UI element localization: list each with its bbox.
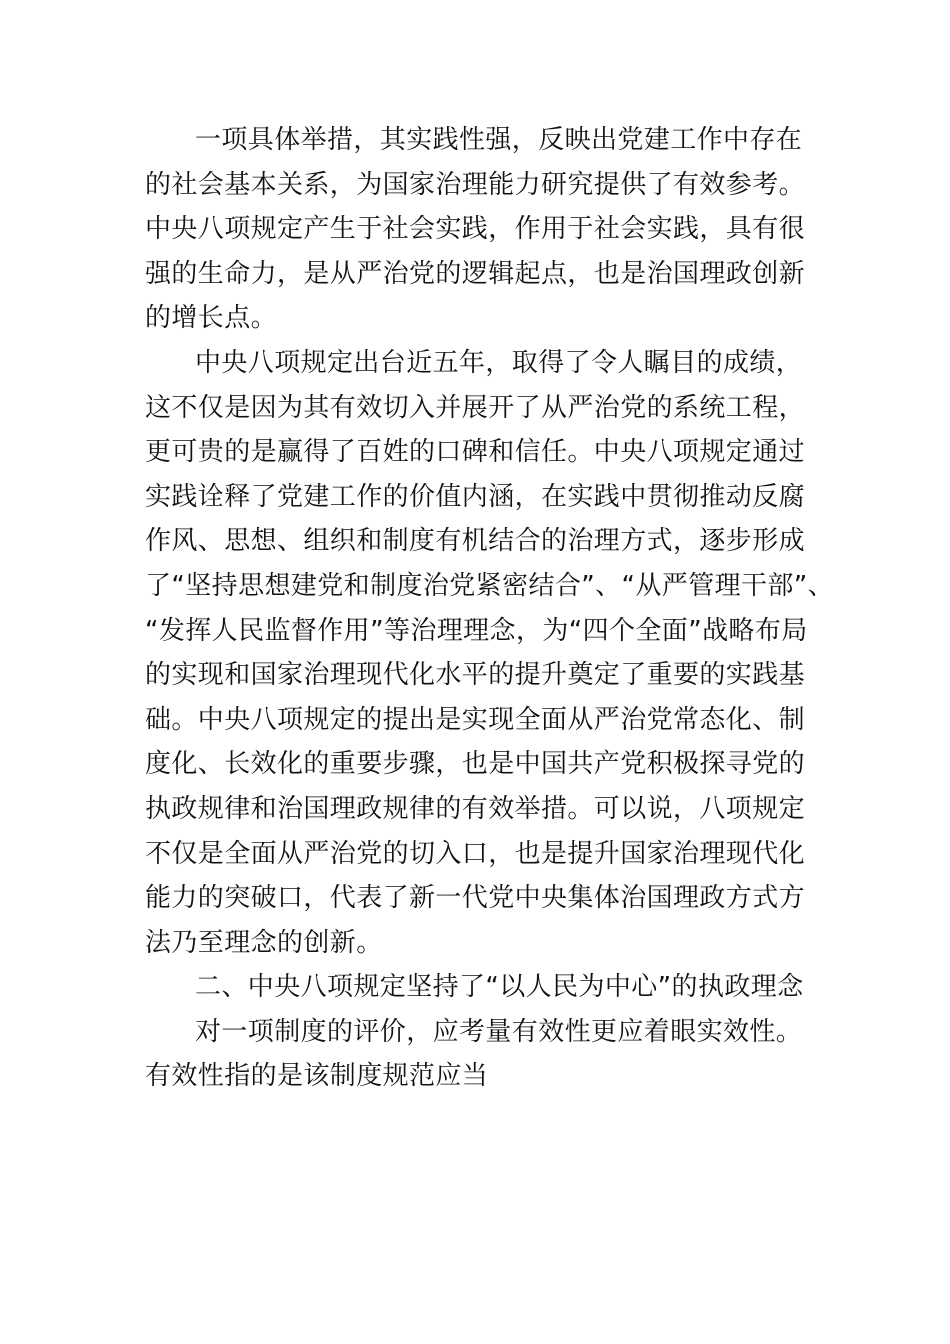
text-line: 的实现和国家治理现代化水平的提升奠定了重要的实践基	[145, 660, 806, 691]
text-line: 这不仅是因为其有效切入并展开了从严治党的系统工程，	[145, 392, 806, 423]
text-line: 中央八项规定出台近五年，取得了令人瞩目的成绩，	[195, 347, 803, 378]
text-line: 实践诠释了党建工作的价值内涵，在实践中贯彻推动反腐	[145, 481, 806, 512]
section-heading	[145, 965, 825, 1010]
text-line: 的社会基本关系，为国家治理能力研究提供了有效参考。	[145, 169, 806, 200]
text-line: 础。中央八项规定的提出是实现全面从严治党常态化、制	[145, 704, 806, 735]
paragraph	[145, 1010, 825, 1099]
text-line: 中央八项规定产生于社会实践，作用于社会实践，具有很	[145, 214, 806, 245]
document-page	[145, 118, 835, 1099]
text-line: 了“坚持思想建党和制度治党紧密结合”、“从严管理干部”、	[145, 570, 835, 601]
paragraph	[145, 341, 835, 965]
paragraph	[145, 118, 825, 341]
text-line: 执政规律和治国理政规律的有效举措。可以说，八项规定	[145, 793, 806, 824]
text-line: 法乃至理念的创新。	[145, 927, 383, 958]
text-line: “发挥人民监督作用”等治理理念，为“四个全面”战略布局	[145, 615, 808, 646]
text-line: 有效性指的是该制度规范应当	[145, 1061, 489, 1092]
text-line: 强的生命力，是从严治党的逻辑起点，也是治国理政创新	[145, 258, 806, 289]
text-line: 度化、长效化的重要步骤，也是中国共产党积极探寻党的	[145, 749, 806, 780]
text-line: 作风、思想、组织和制度有机结合的治理方式，逐步形成	[145, 526, 806, 557]
heading-text: 二、中央八项规定坚持了“以人民为中心”的执政理念	[195, 972, 804, 1003]
text-line: 不仅是全面从严治党的切入口，也是提升国家治理现代化	[145, 838, 806, 869]
text-line: 对一项制度的评价，应考量有效性更应着眼实效性。	[195, 1016, 803, 1047]
text-line: 的增长点。	[145, 303, 278, 334]
text-line: 一项具体举措，其实践性强，反映出党建工作中存在	[195, 125, 803, 155]
text-line: 能力的突破口，代表了新一代党中央集体治国理政方式方	[145, 883, 806, 914]
text-line: 更可贵的是赢得了百姓的口碑和信任。中央八项规定通过	[145, 437, 806, 468]
